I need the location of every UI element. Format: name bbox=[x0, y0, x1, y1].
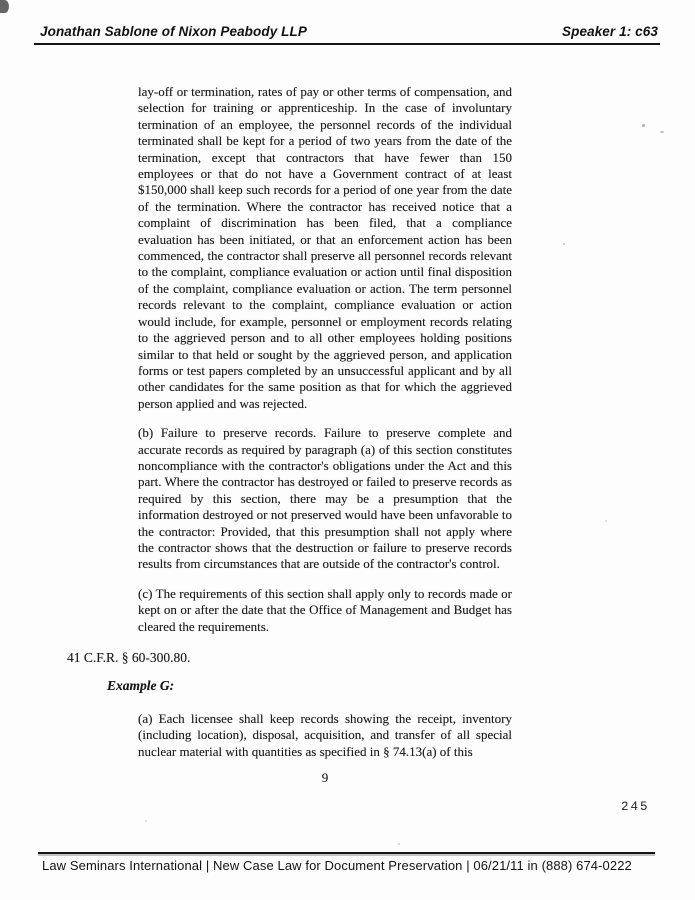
quote-paragraph-b: (b) Failure to preserve records. Failure to preserve complete and accurate records as required by paragraph (a) of this section constitutes noncompliance with the contractor's obligations under the Act and this part. Where the contractor has destroyed or failed to preserve records as required by this section, there may be a presumption that the information destroyed or not preserved would have been unfavorable to the contractor: Provided, that this presumption shall not apply where the contractor shows that the destruction or failure to preserve records results from circumstances that are outside of the contractor's control. bbox=[138, 425, 512, 572]
quote-paragraph-c: (c) The requirements of this section shall apply only to records made or kept on or after the date that the Office of Management and Budget has cleared the requirements. bbox=[138, 585, 512, 634]
header-rule bbox=[34, 43, 660, 45]
scan-speck bbox=[145, 820, 147, 822]
header-author: Jonathan Sablone of Nixon Peabody LLP bbox=[40, 24, 307, 39]
scan-speck bbox=[563, 243, 565, 245]
example-g-quote-block bbox=[67, 711, 512, 760]
scan-speck bbox=[642, 124, 645, 127]
page-number: 9 bbox=[321, 770, 329, 786]
bates-stamp-number: 245 bbox=[621, 800, 650, 814]
footer-text: Law Seminars International | New Case Law for Document Preservation | 06/21/11 in (888) 674-0222 bbox=[42, 858, 632, 873]
page-body bbox=[67, 84, 512, 786]
scan-speck bbox=[660, 131, 664, 133]
cfr-citation: 41 C.F.R. § 60-300.80. bbox=[67, 650, 191, 665]
footer-rule bbox=[38, 852, 655, 854]
example-g-paragraph-a: (a) Each licensee shall keep records showing the receipt, inventory (including location), disposal, acquisition, and transfer of all special nuclear material with quantities as specified in § 74.13(a) of this bbox=[138, 711, 512, 759]
example-g-label: Example G: bbox=[107, 678, 175, 693]
regulation-quote-block bbox=[67, 84, 512, 635]
scan-artifact-corner bbox=[0, 0, 9, 13]
scan-speck bbox=[605, 520, 607, 522]
scan-speck bbox=[398, 843, 400, 845]
header-speaker-tag: Speaker 1: c63 bbox=[562, 24, 658, 39]
quote-paragraph-a-continued: lay-off or termination, rates of pay or other terms of compensation, and selection for training or apprenticeship. In the case of involuntary termination of an employee, the personnel records of the individual terminated shall be kept for a period of two years from the date of the termination, except that contractors that have fewer than 150 employees or that do not have a Government contract of at least $150,000 shall keep such records for a period of one year from the date of the termination. Where the contractor has received notice that a complaint of discrimination has been filed, that a compliance evaluation has been initiated, or that an enforcement action has been commenced, the contractor shall preserve all personnel records relevant to the complaint, compliance evaluation or action until final disposition of the complaint, compliance evaluation or action. The term personnel records relevant to the complaint, compliance evaluation or action would include, for example, personnel or employment records relating to the aggrieved person and to all other employees holding positions similar to that held or sought by the aggrieved person, and application forms or test papers completed by an unsuccessful applicant and by all other candidates for the same position as that for which the aggrieved person applied and was rejected. bbox=[138, 84, 512, 411]
